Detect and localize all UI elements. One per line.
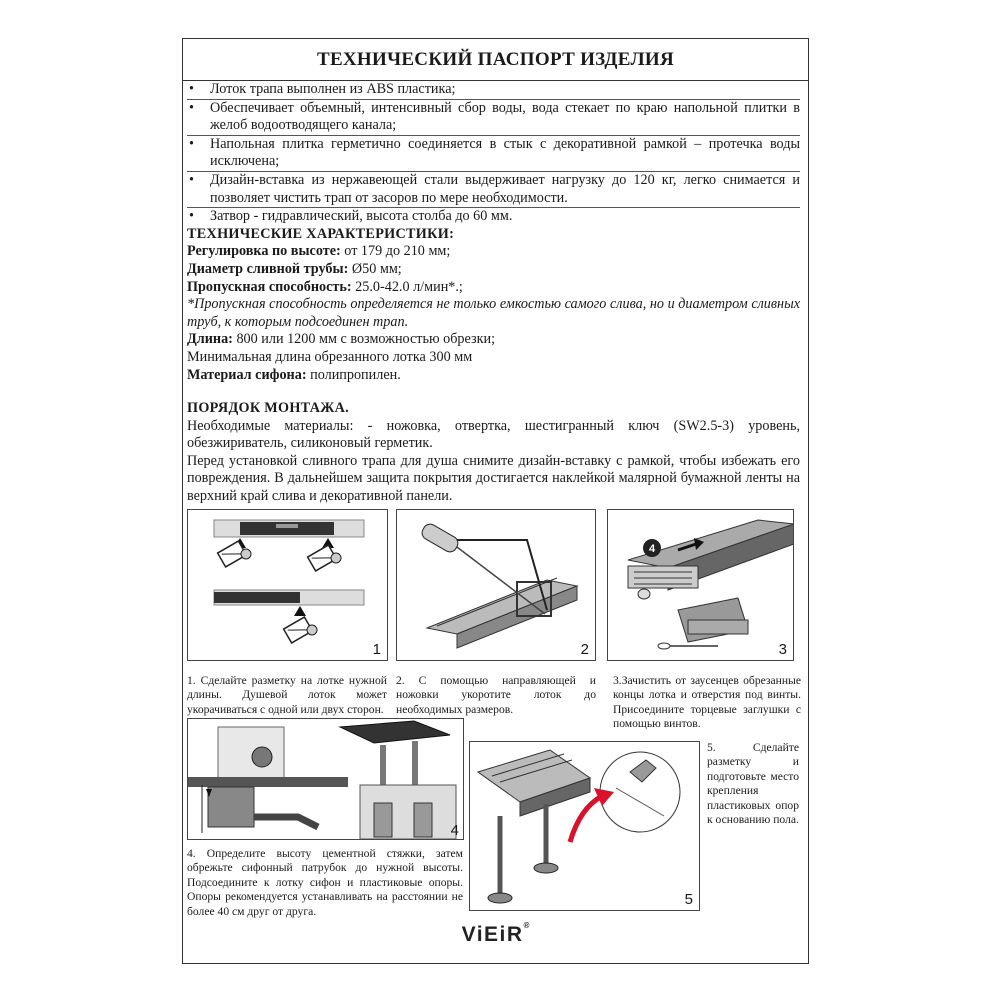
feature-bullet: • Напольная плитка герметично соединяется в стык с декоративной рамкой – протечка воды исключена; <box>187 136 800 172</box>
saw-cutting-illustration <box>397 510 596 661</box>
figure-4-siphon-supports <box>187 718 464 840</box>
figure-number: 1 <box>372 641 381 658</box>
main-text <box>187 81 800 506</box>
floor-marking-illustration <box>470 742 700 911</box>
siphon-installation-illustration <box>188 719 464 840</box>
spec-siphon-material: Материал сифона: полипропилен. <box>187 366 401 383</box>
end-cap-illustration <box>608 510 794 661</box>
figure-5-floor-marking <box>469 741 700 911</box>
spec-min-length: Минимальная длина обрезанного лотка 300 мм <box>187 348 473 365</box>
figure-3-end-caps <box>607 509 794 661</box>
spec-length: Длина: 800 или 1200 мм с возможностью обрезки; <box>187 331 496 348</box>
figure-2-cut-tray <box>396 509 596 661</box>
figure-number: 2 <box>580 641 589 658</box>
feature-bullet: • Дизайн-вставка из нержавеющей стали выдерживает нагрузку до 120 кг, легко снимается и позволяет чистить трап от засоров по мере необходимости. <box>187 172 800 208</box>
figure-5-caption: 5. Сделайте разметку и подготовьте место крепления пластиковых опор к основанию пола. <box>707 741 799 827</box>
vieir-logo: ViEiR® <box>461 921 530 946</box>
spec-footnote: *Пропускная способность определяется не только емкостью самого слива, но и диаметром сливных труб, к которым подсоединен трап. <box>187 296 800 330</box>
installation-materials: Необходимые материалы: - ножовка, отвертка, шестигранный ключ (SW2.5-3) уровень, обезжириватель, силиконовый герметик. <box>187 417 800 452</box>
figure-1-caption: 1. Сделайте разметку на лотке нужной длины. Душевой лоток может укорачиваться с одной или двух сторон. <box>187 674 387 716</box>
figure-3-caption: 3.Зачистить от заусенцев обрезанные концы лотка и отверстия под винты. Присоедините торцевые заглушки с помощью винтов. <box>613 674 801 731</box>
feature-bullet: • Лоток трапа выполнен из ABS пластика; <box>187 81 800 100</box>
feature-bullet: • Обеспечивает объемный, интенсивный сбор воды, вода стекает по краю напольной плитки в желоб водоотводящего канала; <box>187 100 800 136</box>
step-badge: 4 <box>648 543 656 555</box>
installation-note: Перед установкой сливного трапа для душа снимите дизайн-вставку с рамкой, чтобы избежать его повреждения. В дальнейшем защита покрытия достигается наклейкой малярной бумажной ленты на верхний край слива и декоративной панели. <box>187 452 800 505</box>
figure-4-caption: 4. Определите высоту цементной стяжки, затем обрежьте сифонный патрубок до нужной высоты. Подсоедините к лотку сифон и пластиковые опоры. Опоры рекомендуется устанавливать на расстоянии не более 40 см друг от друга. <box>187 847 463 918</box>
spec-flow-rate: Пропускная способность: 25.0-42.0 л/мин*.; <box>187 278 463 295</box>
figure-number: 4 <box>450 822 459 839</box>
page-title: ТЕХНИЧЕСКИЙ ПАСПОРТ ИЗДЕЛИЯ <box>316 49 675 70</box>
section-gap <box>187 384 800 400</box>
passport-page <box>182 38 809 964</box>
tray-marking-illustration <box>188 510 388 661</box>
spec-pipe-diameter: Диаметр сливной трубы: Ø50 мм; <box>187 260 402 277</box>
installation-heading: ПОРЯДОК МОНТАЖА. <box>187 400 349 417</box>
specs-heading: ТЕХНИЧЕСКИЕ ХАРАКТЕРИСТИКИ: <box>187 225 455 242</box>
figure-2-caption: 2. С помощью направляющей и ножовки укоротите лоток до необходимых размеров. <box>396 674 596 716</box>
figure-1-mark-tray <box>187 509 388 661</box>
feature-bullet: • Затвор - гидравлический, высота столба до 60 мм. <box>187 208 800 226</box>
spec-height: Регулировка по высоте: от 179 до 210 мм; <box>187 243 451 260</box>
figure-number: 5 <box>684 891 693 908</box>
figure-number: 3 <box>778 641 787 658</box>
